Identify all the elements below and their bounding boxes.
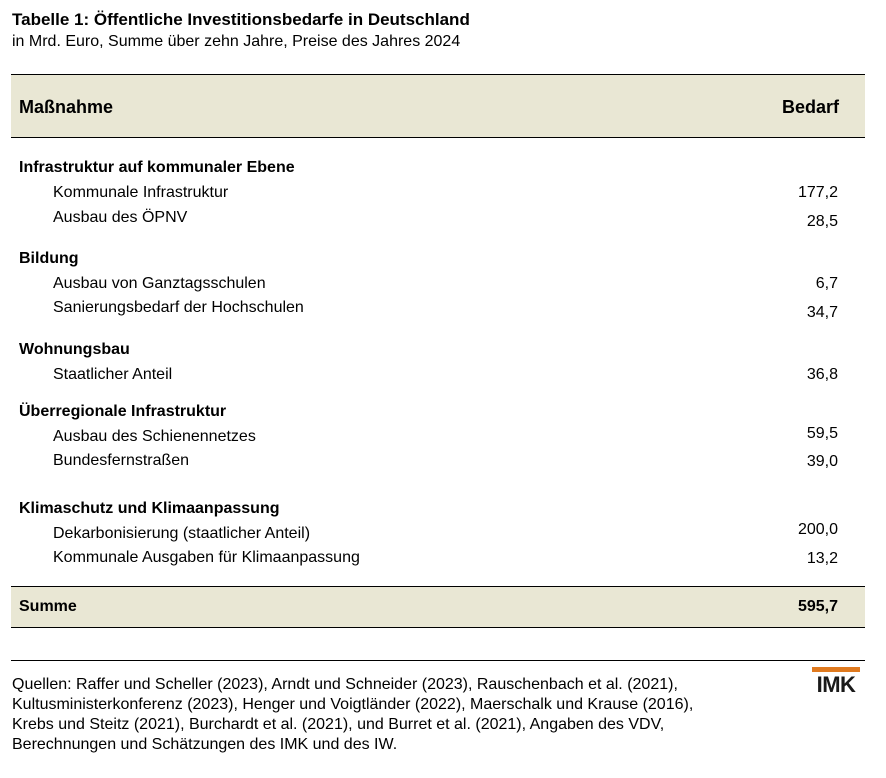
group-title-education: Bildung xyxy=(19,250,79,267)
table-subtitle: in Mrd. Euro, Summe über zehn Jahre, Preise des Jahres 2024 xyxy=(12,33,461,50)
row-label: Sanierungsbedarf der Hochschulen xyxy=(53,299,304,316)
row-value: 59,5 xyxy=(806,425,838,442)
header-measure: Maßnahme xyxy=(19,97,114,117)
footer-divider xyxy=(11,660,865,661)
row-label: Kommunale Ausgaben für Klimaanpassung xyxy=(53,549,360,566)
row-value: 200,0 xyxy=(797,521,838,538)
table-header xyxy=(11,74,865,138)
row-value: 13,2 xyxy=(806,550,838,567)
group-title-supraregional: Überregionale Infrastruktur xyxy=(19,403,227,420)
sum-label: Summe xyxy=(19,598,77,615)
group-title-infrastructure-municipal: Infrastruktur auf kommunaler Ebene xyxy=(19,159,295,176)
row-value: 6,7 xyxy=(815,275,838,292)
row-label: Dekarbonisierung (staatlicher Anteil) xyxy=(53,525,311,542)
row-value: 36,8 xyxy=(806,366,838,383)
row-label: Ausbau des Schienennetzes xyxy=(53,428,256,445)
logo-text: IMK xyxy=(816,672,856,697)
row-label: Ausbau von Ganztagsschulen xyxy=(53,275,266,292)
row-label: Staatlicher Anteil xyxy=(53,366,173,383)
sum-row xyxy=(11,586,865,628)
row-value: 39,0 xyxy=(806,453,838,470)
header-demand: Bedarf xyxy=(781,97,839,117)
sources-note: Quellen: Raffer und Scheller (2023), Arndt und Schneider (2023), Rauschenbach et al. (2021), Kultusministerkonferenz (2023), Henger und Voigtländer (2022), Maerschalk und Krause (2016), Krebs und Steitz (2021), Burchardt et al. (2021), und Burret et al. (2021), Angaben des VDV, Berechnungen und Schätzungen des IMK und des IW. xyxy=(12,676,694,753)
imk-logo xyxy=(812,667,860,701)
sum-value: 595,7 xyxy=(797,598,838,615)
group-title-housing: Wohnungsbau xyxy=(19,341,130,358)
row-label: Ausbau des ÖPNV xyxy=(53,209,188,226)
row-value: 28,5 xyxy=(806,213,838,230)
row-label: Kommunale Infrastruktur xyxy=(53,184,229,201)
row-value: 34,7 xyxy=(806,304,838,321)
table-title: Tabelle 1: Öffentliche Investitionsbedarfe in Deutschland xyxy=(12,10,470,29)
group-title-climate: Klimaschutz und Klimaanpassung xyxy=(19,500,280,517)
row-label: Bundesfernstraßen xyxy=(53,452,190,469)
row-value: 177,2 xyxy=(797,184,838,201)
